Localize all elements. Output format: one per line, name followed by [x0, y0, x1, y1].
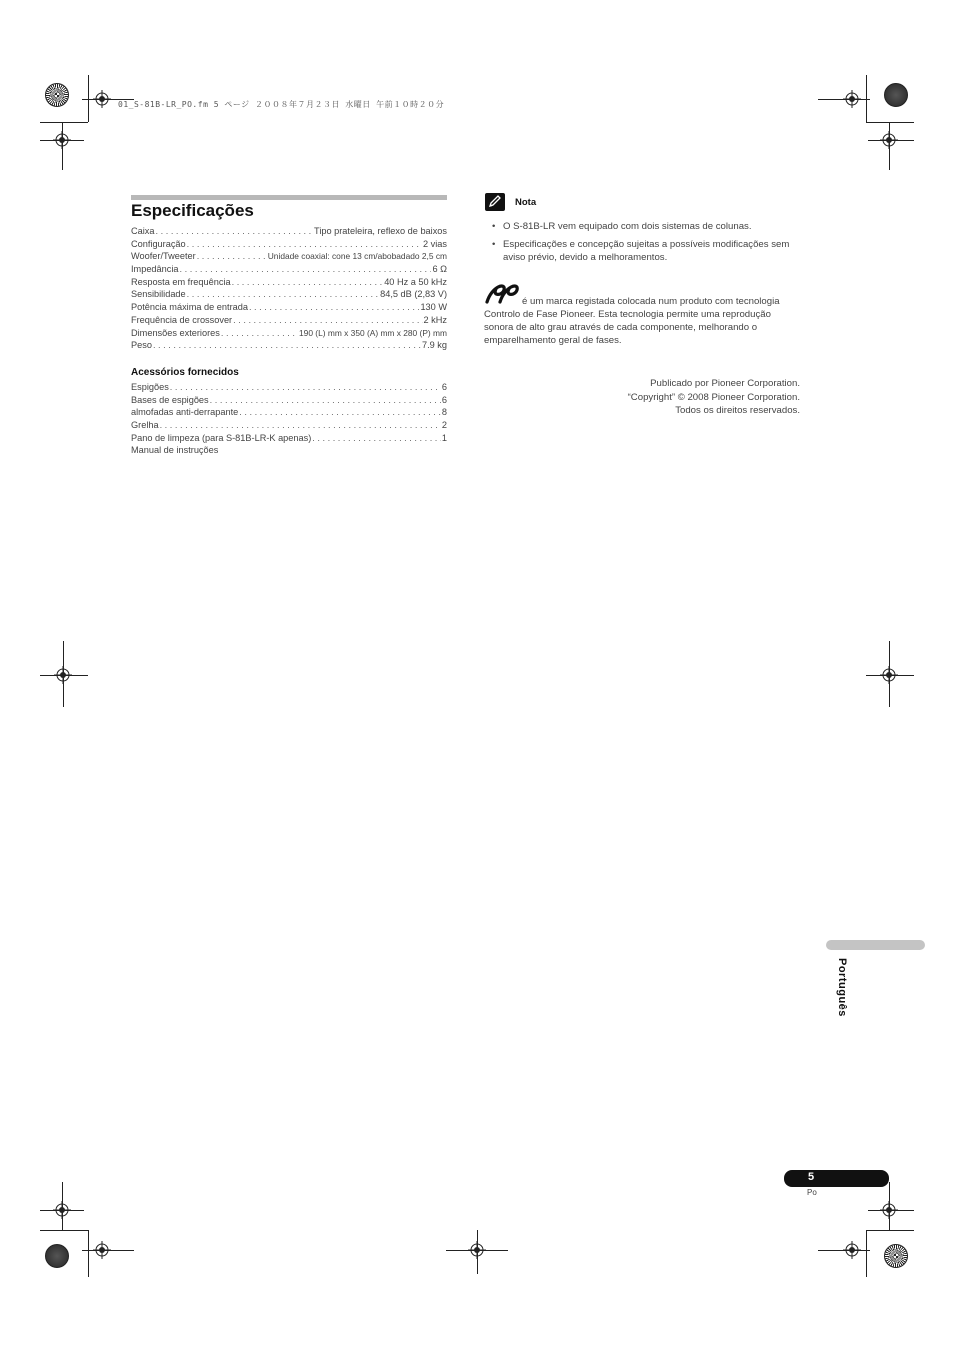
leader-dots [156, 225, 314, 238]
list-item: • Especificações e concepção sujeitas a possíveis modificações sem aviso prévio, devido a melhoramentos. [492, 238, 802, 264]
phase-control-text: é um marca registada colocada num produto com tecnologia Controlo de Fase Pioneer. Esta tecnologia permite uma reprodução sonora de alto grau através de cada componente, melhorando o emparelhamento geral de fases. [484, 296, 780, 346]
note-bullets [492, 220, 802, 269]
accessory-row [131, 419, 447, 432]
accessory-qty: 6 [441, 394, 447, 405]
spec-label: Dimensões exteriores [131, 327, 220, 338]
spec-row [131, 301, 447, 314]
leader-dots [160, 419, 441, 432]
accessory-label: Bases de espigões [131, 394, 209, 405]
spec-row [131, 263, 447, 276]
spec-row [131, 327, 447, 340]
crop-mark [866, 122, 914, 123]
spec-row [131, 250, 447, 263]
accessory-label: Espigões [131, 382, 169, 392]
leader-dots [210, 394, 441, 407]
accessory-row [131, 381, 447, 394]
list-item: • O S-81B-LR vem equipado com dois sistemas de colunas. [492, 220, 802, 233]
registration-mark-icon [468, 1241, 486, 1259]
leader-dots [249, 301, 419, 314]
leader-dots [187, 288, 379, 301]
gray-target-icon [45, 1244, 69, 1268]
accessories-list [131, 381, 447, 457]
accessory-row [131, 406, 447, 419]
registration-mark-icon [880, 1201, 898, 1219]
leader-dots [170, 381, 441, 394]
publisher-line: Publicado por Pioneer Corporation. [650, 378, 800, 389]
pencil-icon [485, 193, 505, 211]
page-number: 5 [808, 1171, 815, 1183]
language-tab-bar [826, 940, 925, 950]
spec-label: Configuração [131, 238, 186, 249]
registration-mark-icon [93, 90, 111, 108]
registration-mark-icon [880, 666, 898, 684]
spec-value: 2 kHz [423, 314, 447, 325]
spec-value: Tipo prateleira, reflexo de baixos [314, 226, 447, 236]
registration-mark-icon [93, 1241, 111, 1259]
spec-value: 40 Hz a 50 kHz [384, 276, 447, 287]
gray-target-icon [884, 83, 908, 107]
spec-value: 7.9 kg [421, 340, 447, 351]
leader-dots [187, 238, 422, 251]
spec-label: Peso [131, 340, 152, 351]
leader-dots [180, 263, 432, 276]
accessories-title: Acessórios fornecidos [131, 367, 239, 378]
spec-row [131, 314, 447, 327]
spec-row [131, 276, 447, 289]
accessory-qty: 6 [441, 382, 447, 392]
registration-mark-icon [53, 131, 71, 149]
page-number-pill [784, 1170, 889, 1187]
registration-mark-icon [843, 90, 861, 108]
accessory-qty: 1 [441, 432, 447, 443]
spec-value: 190 (L) mm x 350 (A) mm x 280 (P) mm [299, 327, 447, 338]
spec-label: Woofer/Tweeter [131, 251, 196, 262]
spec-label: Potência máxima de entrada [131, 302, 248, 313]
spec-list [131, 225, 447, 352]
crop-mark [866, 1230, 867, 1277]
crop-mark [40, 1230, 88, 1231]
crop-mark [866, 1230, 914, 1231]
accessory-row [131, 394, 447, 407]
spec-row [131, 238, 447, 251]
crop-mark [40, 122, 88, 123]
spec-label: Caixa [131, 226, 155, 236]
spec-label: Impedância [131, 264, 179, 275]
registration-mark-icon [843, 1241, 861, 1259]
accessory-qty: 2 [441, 420, 447, 431]
accessory-row [131, 432, 447, 445]
spec-row [131, 225, 447, 238]
spec-label: Frequência de crossover [131, 314, 233, 325]
leader-dots [197, 250, 267, 263]
spec-value: 6 Ω [432, 264, 447, 275]
leader-dots [232, 276, 384, 289]
section-rule [131, 195, 447, 200]
accessory-label: Pano de limpeza (para S-81B-LR-K apenas) [131, 432, 312, 443]
accessory-qty: 8 [441, 407, 447, 418]
registration-mark-icon [880, 131, 898, 149]
spec-label: Resposta em frequência [131, 276, 231, 287]
sunburst-target-icon [884, 1244, 908, 1268]
spec-value: 2 vias [422, 238, 447, 249]
registration-mark-icon [53, 1201, 71, 1219]
note-label: Nota [515, 197, 537, 208]
accessory-label: Grelha [131, 420, 159, 431]
leader-dots [153, 339, 421, 352]
spec-value: Unidade coaxial: cone 13 cm/abobadado 2,5 cm [267, 251, 447, 262]
leader-dots [221, 327, 298, 340]
leader-dots [233, 314, 422, 327]
spec-label: Sensibilidade [131, 289, 186, 300]
accessory-label: almofadas anti-derrapante [131, 407, 239, 418]
language-tab-label: Português [836, 958, 848, 1017]
sunburst-target-icon [45, 83, 69, 107]
accessory-row [131, 444, 447, 457]
leader-dots [312, 432, 441, 445]
rights-line: Todos os direitos reservados. [675, 405, 800, 416]
leader-dots [239, 406, 441, 419]
spec-value: 130 W [420, 302, 447, 313]
publisher-block [560, 377, 800, 418]
accessory-label: Manual de instruções [131, 445, 219, 456]
copyright-line: “Copyright” © 2008 Pioneer Corporation. [627, 391, 800, 403]
page-language-code: Po [807, 1188, 817, 1197]
crop-mark [88, 1230, 89, 1277]
spec-row [131, 288, 447, 301]
spec-row [131, 339, 447, 352]
section-title: Especificações [131, 201, 254, 220]
file-header: 01_S-81B-LR_PO.fm 5 ページ ２００８年７月２３日 水曜日 午前１０時２０分 [118, 100, 445, 109]
spec-value: 84,5 dB (2,83 V) [380, 289, 447, 300]
registration-mark-icon [54, 666, 72, 684]
